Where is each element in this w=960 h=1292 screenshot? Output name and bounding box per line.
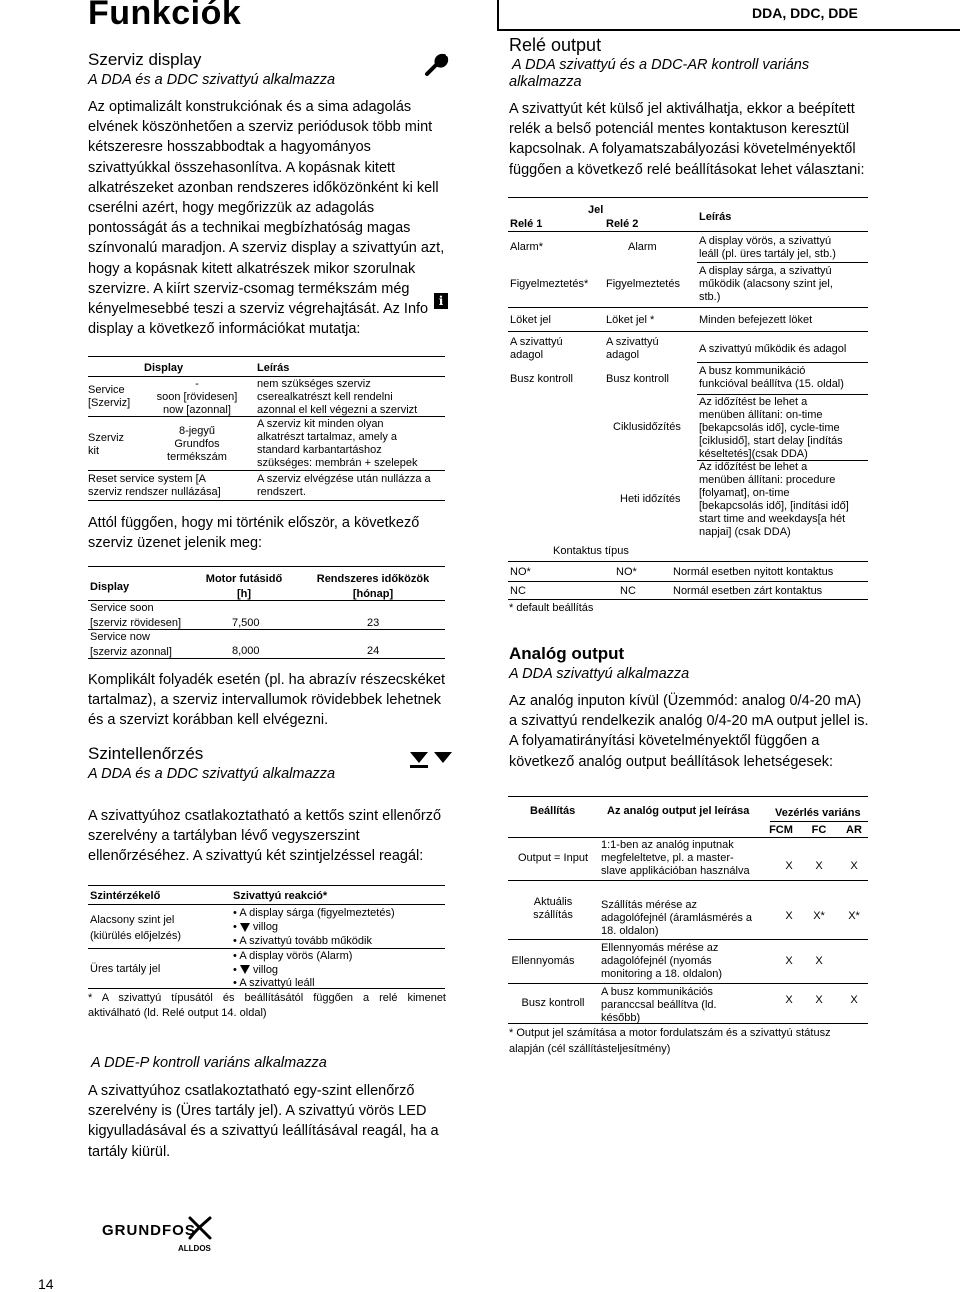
analog-para-line: következő analóg output beállítások lehetségesek:	[509, 753, 834, 770]
table-rule	[88, 629, 445, 630]
table-rule	[88, 988, 445, 989]
analog-subtitle: A DDA szivattyú alkalmazza	[509, 666, 690, 682]
msg-row-months: 24	[367, 645, 380, 657]
relay-week-desc: [bekapcsolás idő], [indítási idő]	[699, 500, 849, 512]
relay-dosing-1: adagol	[510, 349, 544, 361]
table-rule	[88, 658, 445, 659]
table-rule	[508, 231, 868, 232]
service-para-line: pontosságát ás a technikai megbízhatóság magas	[88, 220, 411, 237]
analog-desc: slave applikációban használva	[601, 865, 750, 877]
table-rule	[508, 197, 868, 198]
level-footnote: aktiválható (ld. Relé output 14. oldal)	[88, 1007, 267, 1019]
relay-warn-desc: működik (alacsony szint jel,	[699, 278, 833, 290]
analog-header-fcm: FCM	[769, 824, 793, 836]
level-footnote: * A szivattyú típusától és beállításától függően a relé kimenet	[88, 992, 446, 1004]
relay-warn-desc: stb.)	[699, 291, 721, 303]
msg-header-motor: Motor futásidő	[205, 573, 283, 585]
alarm-triangle-icon	[240, 965, 250, 974]
reset-label: szerviz rendszer nullázása]	[88, 486, 221, 498]
reset-label: Reset service system [A	[88, 473, 206, 485]
kit-description: szükséges: membrán + szelepek	[257, 457, 418, 469]
analog-para-line: a szivattyú rendelkezik analóg 0/4-20 mA output jellel is.	[509, 713, 869, 730]
level-para-line: A szivattyúhoz csatlakoztatható a kettős szint ellenőrző	[88, 808, 442, 824]
service-label: Service	[88, 384, 125, 396]
service-display-value: now [azonnal]	[163, 404, 231, 416]
empty-tank-label: Üres tartály jel	[90, 963, 161, 975]
analog-fcm-value: X	[785, 860, 793, 872]
grundfos-x-icon	[188, 1216, 212, 1240]
kit-description: standard karbantartáshoz	[257, 444, 382, 456]
service-para-line: elvének köszönhetően a szerviz periódusok több mint	[88, 119, 433, 136]
analog-para-line: A folyamatirányítási követelményektől függően a	[509, 733, 820, 750]
table-rule	[508, 581, 868, 582]
relay-para-line: kapcsolnak. A folyamatszabályozási követelményektől	[509, 141, 856, 158]
table-row	[508, 955, 578, 968]
relay-week-desc: menüben állítani: procedure	[699, 474, 836, 486]
relay-no-2: NO*	[616, 566, 637, 578]
table-rule	[508, 561, 868, 562]
table-rule	[697, 262, 868, 263]
analog-para-line: Az analóg inputon kívül (Üzemmód: analog 0/4-20 mA)	[509, 693, 862, 709]
relay-subtitle: A DDA szivattyú és a DDC-AR kontroll variáns	[512, 57, 810, 73]
analog-ar-value: X	[850, 860, 858, 872]
analog-desc: paranccsal beállítva (ld.	[601, 999, 717, 1011]
msg-header-display: Display	[90, 581, 130, 593]
msg-row-label: [szerviz rövidesen]	[90, 617, 182, 629]
table-rule	[88, 500, 445, 501]
relay-cycle-2: Ciklusidőzítés	[613, 421, 681, 433]
analog-desc: 18. oldalon)	[601, 925, 659, 937]
logo-text: GRUNDFOS	[102, 1222, 196, 1239]
header-rule	[497, 29, 960, 31]
analog-fc-value: X	[815, 860, 823, 872]
relay-bus-desc: funkcióval beállítva (15. oldal)	[699, 378, 844, 390]
relay-nc-2: NC	[620, 585, 636, 597]
page-number: 14	[38, 1276, 54, 1292]
analog-desc: 1:1-ben az analóg inputnak	[601, 839, 734, 851]
dde-subtitle: A DDE-P kontroll variáns alkalmazza	[91, 1055, 327, 1071]
service-para-line: Az optimalizált konstrukciónak és a sima adagolás	[88, 99, 412, 115]
relay-header-rele1: Relé 1	[510, 218, 543, 230]
kit-display-value: termékszám	[167, 451, 227, 463]
msg-row-motor: 8,000	[232, 645, 260, 657]
service-para3-line: és a szervizt korábban kell elvégezni.	[88, 712, 329, 729]
analog-fc-value: X	[815, 994, 823, 1006]
low-reaction: A szivattyú tovább működik	[239, 935, 372, 947]
service-display-value: soon [rövidesen]	[156, 391, 238, 403]
service-para-line: kényelmesebbé teszi a szerviz végrehajtását. Az Info	[88, 301, 429, 318]
table-row	[508, 852, 598, 865]
variant-label: DDA, DDC, DDE	[752, 5, 858, 21]
relay-week-desc: napjai] (csak DDA)	[699, 526, 791, 538]
grundfos-logo	[102, 1216, 214, 1266]
relay-header-rele2: Relé 2	[606, 218, 639, 230]
level-check-subtitle: A DDA és a DDC szivattyú alkalmazza	[88, 766, 336, 782]
analog-fc-value: X	[815, 955, 823, 967]
table-row	[508, 896, 598, 922]
msg-row-motor: 7,500	[232, 617, 260, 629]
table-rule	[88, 904, 445, 905]
level-check-heading: Szintellenőrzés	[88, 744, 204, 763]
analog-fcm-value: X	[785, 910, 793, 922]
msg-header-periodic: [hónap]	[352, 588, 394, 600]
service-para3-line: Komplikált folyadék esetén (pl. ha abrazív részecskéket	[88, 672, 446, 688]
empty-reaction: villog	[252, 963, 279, 976]
relay-no-desc: Normál esetben nyitott kontaktus	[673, 566, 834, 578]
relay-cycle-desc: késeltetés](csak DDA)	[699, 448, 808, 460]
service-description: nem szükséges szerviz	[257, 378, 371, 390]
analog-desc: megfeleltetve, pl. a master-	[601, 852, 734, 864]
relay-cycle-desc: [ciklusidő], start delay [indítás	[699, 435, 843, 447]
relay-subtitle: alkalmazza	[509, 74, 582, 90]
relay-dosing-1: A szivattyú	[510, 336, 563, 348]
info-icon: i	[434, 293, 448, 309]
dde-para-line: kigyulladásával és a szivattyú leállításával reagál, ha a	[88, 1123, 439, 1140]
service-para-line: alkatrészeket azonban rendszeres időközönként ki kell	[88, 179, 439, 196]
table-rule	[88, 356, 445, 357]
low-reaction: villog	[252, 921, 279, 933]
table-rule	[508, 939, 868, 940]
table-rule	[88, 600, 445, 601]
service-display-heading: Szerviz display	[88, 50, 202, 69]
level-header-reaction: Szivattyú reakció*	[233, 890, 328, 902]
empty-reaction: A szivattyú leáll	[239, 977, 315, 989]
reset-description: rendszert.	[257, 486, 306, 498]
relay-week-desc: [folyamat], on-time	[699, 487, 790, 499]
msg-header-periodic: Rendszeres időközök	[316, 573, 430, 585]
table-rule	[88, 470, 445, 471]
table-rule	[697, 362, 868, 363]
relay-stroke-desc: Minden befejezett löket	[699, 314, 813, 326]
low-level-label: Alacsony szint jel	[90, 914, 175, 926]
relay-warn-desc: A display sárga, a szivattyú	[699, 265, 832, 277]
relay-cycle-desc: menüben állítani: on-time	[699, 409, 823, 421]
level-para-line: szerelvény a tartályban lévő vegyszerszint	[88, 828, 360, 845]
service-para2-line: Attól függően, hogy mi történik először, a következő	[88, 515, 420, 531]
service-para-line: kétszeresre hosszabbodtak a hagyományos	[88, 139, 371, 156]
service-label: [Szerviz]	[88, 397, 131, 409]
table-row	[508, 997, 598, 1010]
table-row	[90, 602, 181, 630]
relay-nc-1: NC	[510, 585, 526, 597]
analog-desc: monitoring a 18. oldalon)	[601, 968, 723, 980]
table-rule	[508, 1023, 868, 1024]
relay-stroke-2: Löket jel *	[606, 314, 655, 326]
analog-fc-value: X*	[813, 910, 825, 922]
relay-para-line: függően a következő relé beállításokat lehet választani:	[509, 161, 865, 178]
table-rule	[88, 948, 445, 949]
service-para-line: display a következő információkat mutatja:	[88, 321, 361, 338]
relay-bus-2: Busz kontroll	[606, 373, 669, 385]
relay-bus-desc: A busz kommunikáció	[699, 365, 806, 377]
table-rule	[508, 983, 868, 984]
kit-description: alkatrészt tartalmaz, amely a	[257, 431, 397, 443]
analog-desc: adagolófejnél (áramlásmérés a	[601, 912, 753, 924]
msg-row-label: Service soon	[90, 602, 154, 614]
relay-nc-desc: Normál esetben zárt kontaktus	[673, 585, 823, 597]
relay-alarm-2: Alarm	[628, 241, 657, 253]
relay-footnote: * default beállítás	[509, 602, 594, 614]
analog-header-setting: Beállítás	[530, 805, 576, 817]
analog-footnote: alapján (cél szállításteljesítmény)	[509, 1043, 671, 1055]
analog-desc: A busz kommunikációs	[601, 986, 713, 998]
relay-no-1: NO*	[510, 566, 531, 578]
relay-warn-1: Figyelmeztetés*	[510, 278, 589, 290]
relay-dosing-2: A szivattyú	[606, 336, 659, 348]
low-level-label: (kiürülés előjelzés)	[90, 930, 182, 942]
wrench-icon	[424, 52, 450, 78]
analog-heading: Analóg output	[509, 644, 625, 663]
msg-row-months: 23	[367, 617, 380, 629]
kit-label: kit	[88, 445, 99, 457]
relay-cycle-desc: [bekapcsolás idő], cycle-time	[699, 422, 840, 434]
service-display-value: -	[195, 378, 199, 390]
relay-warn-2: Figyelmeztetés	[606, 278, 680, 290]
analog-footnote: * Output jel számítása a motor fordulatszám és a szivattyú státusz	[509, 1027, 831, 1039]
analog-header-ar: AR	[846, 824, 862, 836]
relay-bus-1: Busz kontroll	[510, 373, 573, 385]
relay-alarm-desc: A display vörös, a szivattyú	[699, 235, 832, 247]
service-description: cserealkatrészt kell rendelni	[257, 391, 393, 403]
relay-para-line: A szivattyút két külső jel aktiválhatja, ekkor a beépített	[509, 101, 855, 117]
analog-ar-value: X*	[848, 910, 860, 922]
analog-desc: adagolófejnél (nyomás	[601, 955, 712, 967]
service-display-subtitle: A DDA és a DDC szivattyú alkalmazza	[88, 72, 336, 88]
logo-subtext: ALLDOS	[178, 1244, 211, 1253]
dde-para-line: A szivattyúhoz csatlakoztatható egy-szint ellenőrző	[88, 1083, 415, 1099]
analog-header-description: Az analóg output jel leírása	[607, 805, 750, 817]
relay-week-desc: start time and weekdays[a hét	[699, 513, 846, 525]
relay-week-desc: Az időzítést be lehet a	[699, 461, 808, 473]
table-rule	[508, 837, 868, 838]
relay-dosing-2: adagol	[606, 349, 640, 361]
analog-header-fc: FC	[811, 824, 827, 836]
table-rule	[508, 331, 868, 332]
service-para-line: szervizre. A kiírt szerviz-csomag termékszám még	[88, 280, 410, 297]
relay-stroke-1: Löket jel	[510, 314, 551, 326]
table-rule	[88, 376, 445, 377]
msg-header-motor: [h]	[236, 588, 252, 600]
level-sensor-icon	[408, 750, 454, 770]
msg-row-label: Service now	[90, 631, 150, 643]
analog-setting: Output = Input	[517, 852, 589, 864]
service-para-line: hogy a kopásnak kitett alkatrészek mikor szorulnak	[88, 260, 416, 277]
low-reaction: A display sárga (figyelmeztetés)	[239, 907, 395, 919]
table-rule	[508, 880, 868, 881]
table-rule	[88, 566, 445, 567]
table-rule	[508, 307, 868, 308]
relay-alarm-desc: leáll (pl. üres tartály jel, stb.)	[699, 248, 836, 260]
table-rule	[88, 885, 445, 886]
dde-para-line: tartály kiürül.	[88, 1143, 171, 1160]
empty-reaction: A display vörös (Alarm)	[239, 950, 353, 962]
analog-fcm-value: X	[785, 994, 793, 1006]
table-rule	[770, 821, 868, 822]
analog-desc: Szállítás mérése az	[601, 899, 697, 911]
kit-display-value: Grundfos	[174, 438, 220, 450]
level-para-line: ellenőrzéséhez. A szivattyú két szintjelzéssel reagál:	[88, 848, 424, 865]
analog-setting: Ellennyomás	[511, 955, 575, 967]
table-rule	[508, 796, 868, 797]
analog-header-variant: Vezérlés variáns	[775, 807, 861, 819]
kit-description: A szerviz kit minden olyan	[257, 418, 384, 430]
table-row	[90, 631, 172, 659]
relay-header-jel: Jel	[588, 204, 604, 216]
service-description: azonnal el kell végezni a szervizt	[257, 404, 418, 416]
analog-desc: Ellennyomás mérése az	[601, 942, 719, 954]
relay-dosing-desc: A szivattyú működik és adagol	[699, 343, 847, 355]
table-rule	[697, 394, 868, 395]
relay-cycle-desc: Az időzítést be lehet a	[699, 396, 808, 408]
header-divider	[497, 0, 499, 30]
table-rule	[88, 416, 445, 417]
relay-header-description: Leírás	[699, 211, 732, 223]
table-rule	[508, 599, 868, 600]
analog-fcm-value: X	[785, 955, 793, 967]
service-para3-line: tartalmaz), a szerviz intervallumok rövidebbek lehetnek	[88, 692, 441, 709]
kit-label: Szerviz	[88, 432, 125, 444]
analog-ar-value: X	[850, 994, 858, 1006]
col-header-display: Display	[144, 362, 184, 374]
service-para-line: cserélni azért, hogy megőrizzük az adagolás	[88, 200, 375, 217]
service-para2-line: szerviz üzenet jelenik meg:	[88, 535, 263, 552]
dde-para-line: szerelvény is (Üres tartály jel). A szivattyú vörös LED	[88, 1103, 427, 1120]
relay-contact-type: Kontaktus típus	[553, 545, 629, 557]
analog-setting: Busz kontroll	[521, 997, 585, 1009]
analog-setting: Aktuális	[533, 896, 573, 908]
relay-heading: Relé output	[509, 35, 602, 55]
relay-week-2: Heti időzítés	[620, 493, 681, 505]
page-title: Funkciók	[88, 0, 242, 32]
kit-display-value: 8-jegyű	[178, 425, 216, 437]
relay-alarm-1: Alarm*	[510, 241, 544, 253]
col-header-description: Leírás	[257, 362, 290, 374]
level-header-sensor: Szintérzékelő	[90, 890, 161, 902]
relay-para-line: relék a belső potenciál mentes kontaktuson keresztül	[509, 121, 850, 138]
analog-desc: később)	[601, 1012, 641, 1024]
warning-triangle-icon	[240, 923, 250, 932]
service-para-line: színvonalú maradjon. A szerviz display a szivattyún azt,	[88, 240, 445, 257]
service-para-line: szivattyúkkal összehasonlítva. A kopásnak kitett	[88, 159, 396, 176]
msg-row-label: [szerviz azonnal]	[90, 646, 172, 658]
reset-description: A szerviz elvégzése után nullázza a	[257, 473, 431, 485]
analog-setting: szállítás	[533, 909, 573, 921]
